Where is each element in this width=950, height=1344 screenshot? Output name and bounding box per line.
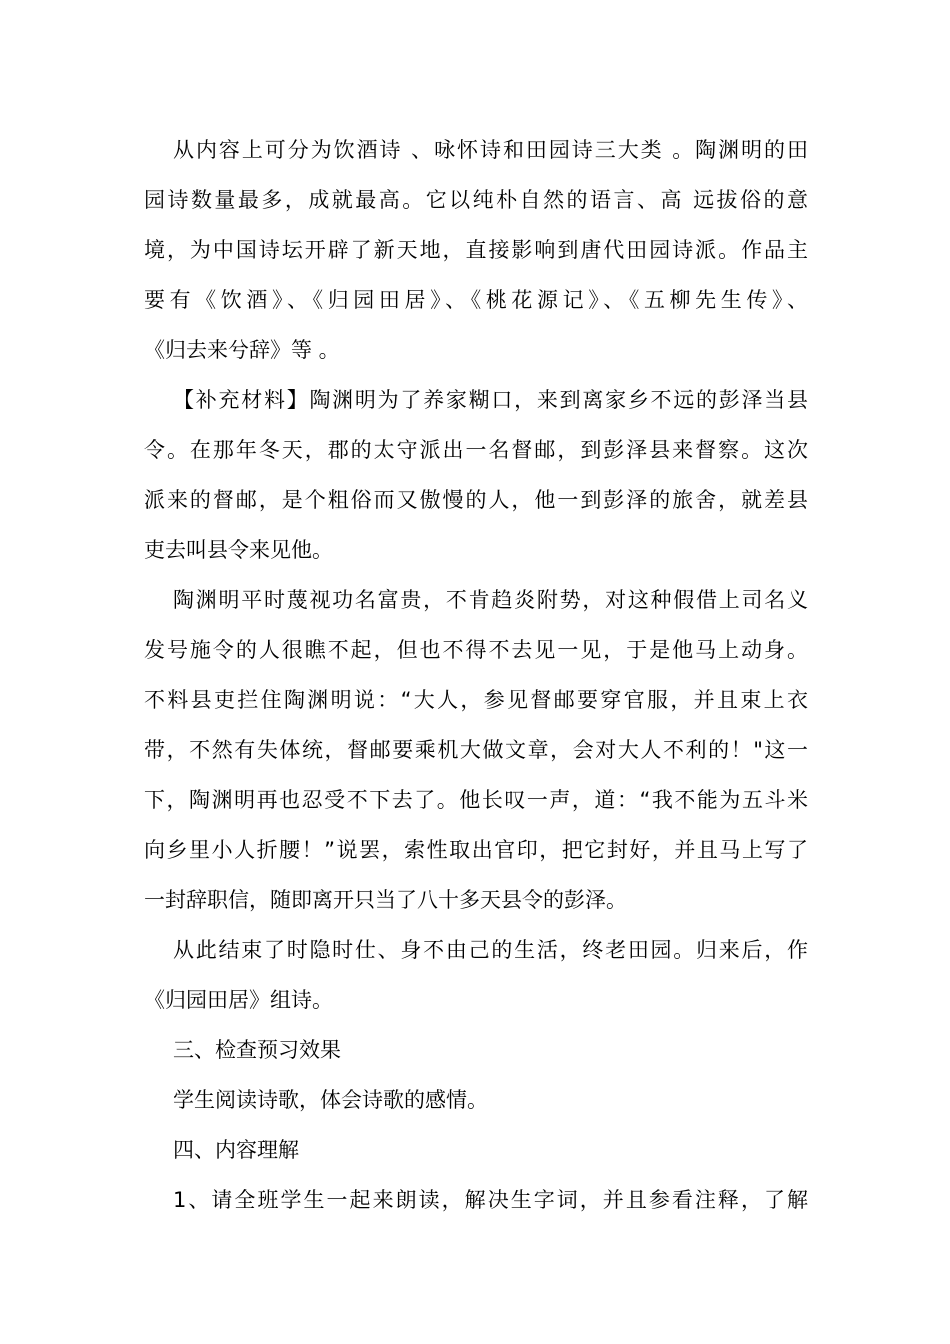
text-line-16: 一封辞职信，随即离开只当了八十多天县令的彭泽。: [144, 888, 627, 912]
text-line-6: 【补充材料】陶渊明为了养家糊口，来到离家乡不远的彭泽当县: [173, 388, 808, 412]
text-line-5: 《归去来兮辞》等 。: [144, 338, 340, 362]
text-line-15: 向乡里小人折腰！”说罢，索性取出官印，把它封好，并且马上写了: [144, 838, 808, 862]
text-line-4: 要有《饮酒》、《归园田居》、《桃花源记》、《五柳先生传》、: [144, 288, 808, 312]
text-line-7: 令。在那年冬天，郡的太守派出一名督邮，到彭泽县来督察。这次: [144, 438, 808, 462]
text-line-3: 境，为中国诗坛开辟了新天地，直接影响到唐代田园诗派。作品主: [144, 238, 808, 262]
text-line-12: 不料县吏拦住陶渊明说：“大人，参见督邮要穿官服，并且束上衣: [144, 688, 808, 712]
text-line-20: 学生阅读诗歌，体会诗歌的感情。: [173, 1088, 488, 1112]
text-line-22: 1、请全班学生一起来朗读，解决生字词，并且参看注释，了解: [173, 1188, 808, 1212]
text-line-2: 园诗数量最多，成就最高。它以纯朴自然的语言、高 远拔俗的意: [144, 188, 808, 212]
text-line-9: 吏去叫县令来见他。: [144, 538, 333, 562]
section-heading-3: 三、检查预习效果: [173, 1038, 341, 1062]
section-heading-4: 四、内容理解: [173, 1138, 299, 1162]
text-line-14: 下，陶渊明再也忍受不下去了。他长叹一声，道：“我不能为五斗米: [144, 788, 808, 812]
text-line-18: 《归园田居》组诗。: [144, 988, 333, 1012]
document-page: [144, 125, 808, 1225]
text-line-13: 带，不然有失体统，督邮要乘机大做文章，会对大人不利的！"这一: [144, 738, 808, 762]
text-line-1: 从内容上可分为饮酒诗 、咏怀诗和田园诗三大类 。陶渊明的田: [173, 138, 808, 162]
text-line-10: 陶渊明平时蔑视功名富贵，不肯趋炎附势，对这种假借上司名义: [173, 588, 808, 612]
text-line-17: 从此结束了时隐时仕、身不由己的生活，终老田园。归来后，作: [173, 938, 808, 962]
text-line-8: 派来的督邮，是个粗俗而又傲慢的人，他一到彭泽的旅舍，就差县: [144, 488, 808, 512]
text-line-11: 发号施令的人很瞧不起，但也不得不去见一见，于是他马上动身。: [144, 638, 808, 662]
